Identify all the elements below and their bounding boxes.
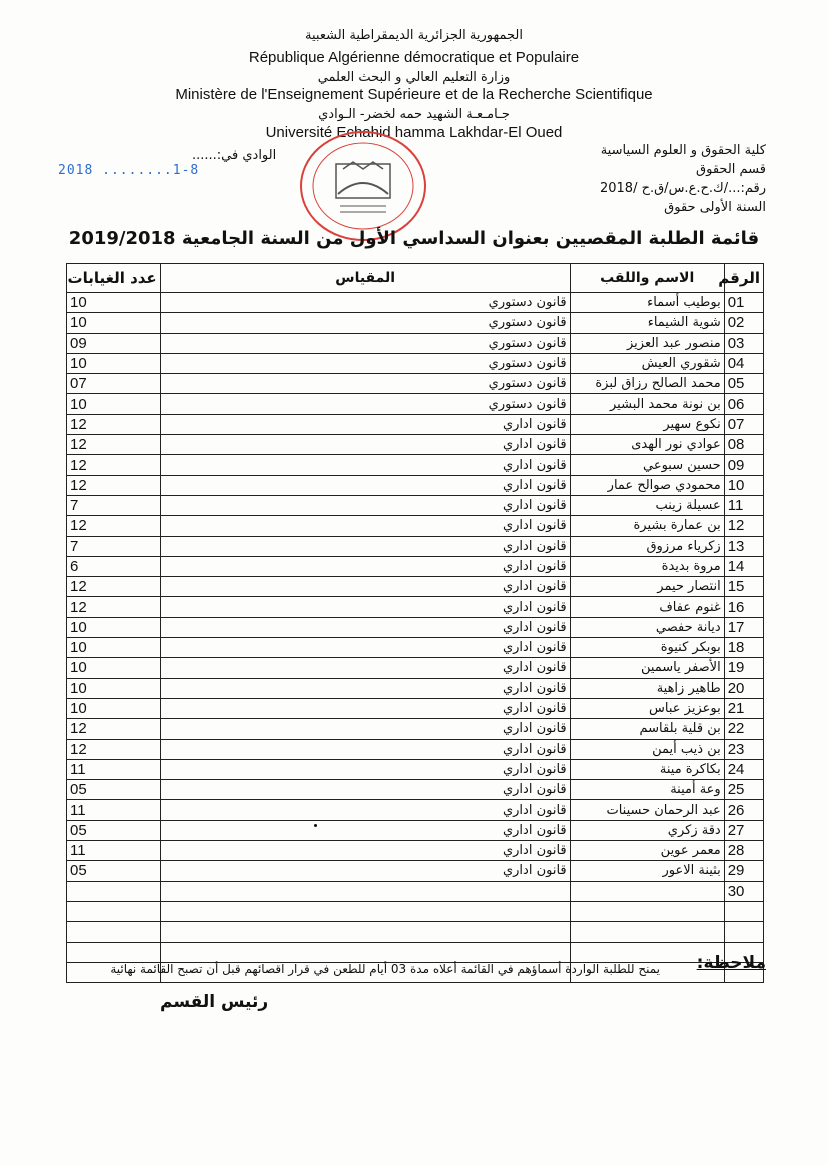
student-name: عوادي نور الهدى: [570, 435, 724, 455]
row-number: 02: [724, 313, 763, 333]
absence-count: 12: [67, 414, 161, 434]
header-republic-ar: الجمهورية الجزائرية الديمقراطية الشعبية: [305, 28, 523, 43]
row-number: 26: [724, 800, 763, 820]
table-row: [67, 353, 764, 373]
absence-count: 12: [67, 597, 161, 617]
row-number: 09: [724, 455, 763, 475]
department-name: قسم الحقوق: [696, 162, 766, 177]
table-row: [67, 739, 764, 759]
student-name: معمر عوين: [570, 841, 724, 861]
absence-count: 10: [67, 353, 161, 373]
module-name: قانون اداري: [160, 455, 570, 475]
absence-count: 12: [67, 435, 161, 455]
student-name: انتصار حيمر: [570, 577, 724, 597]
student-name: [570, 901, 724, 921]
table-row: [67, 901, 764, 921]
student-name: وعة أمينة: [570, 780, 724, 800]
table-row: [67, 820, 764, 840]
row-number: [724, 922, 763, 942]
header-name: الاسم واللقب: [570, 264, 724, 293]
student-name: نكوع سهير: [570, 414, 724, 434]
absence-count: 12: [67, 455, 161, 475]
module-name: قانون اداري: [160, 678, 570, 698]
absence-count: 10: [67, 293, 161, 313]
student-name: منصور عبد العزيز: [570, 333, 724, 353]
table-row: [67, 495, 764, 515]
row-number: 27: [724, 820, 763, 840]
module-name: قانون اداري: [160, 556, 570, 576]
module-name: قانون اداري: [160, 638, 570, 658]
header-number: الرقم: [724, 264, 763, 293]
module-name: قانون اداري: [160, 536, 570, 556]
module-name: قانون اداري: [160, 435, 570, 455]
module-name: قانون دستوري: [160, 374, 570, 394]
absence-count: 05: [67, 861, 161, 881]
row-number: 19: [724, 658, 763, 678]
absence-count: [67, 901, 161, 921]
row-number: 08: [724, 435, 763, 455]
absence-count: 10: [67, 678, 161, 698]
table-row: [67, 617, 764, 637]
student-name: الأصفر ياسمين: [570, 658, 724, 678]
table-row: [67, 678, 764, 698]
absence-count: 7: [67, 536, 161, 556]
module-name: قانون اداري: [160, 414, 570, 434]
absence-count: 7: [67, 495, 161, 515]
student-name: عبد الرحمان حسينات: [570, 800, 724, 820]
student-name: بوطيب أسماء: [570, 293, 724, 313]
absence-count: 12: [67, 577, 161, 597]
table-row: [67, 374, 764, 394]
absence-count: 10: [67, 698, 161, 718]
student-name: محمد الصالح رزاق لبزة: [570, 374, 724, 394]
absence-count: 12: [67, 475, 161, 495]
module-name: قانون اداري: [160, 719, 570, 739]
student-name: حسين سبوعي: [570, 455, 724, 475]
page-title: قائمة الطلبة المقصيين بعنوان السداسي الأول من السنة الجامعية 2019/2018: [68, 228, 760, 249]
student-name: بن نونة محمد البشير: [570, 394, 724, 414]
row-number: 14: [724, 556, 763, 576]
table-row: [67, 556, 764, 576]
excluded-students-table: [66, 263, 764, 983]
module-name: قانون اداري: [160, 577, 570, 597]
row-number: 15: [724, 577, 763, 597]
faculty-name: كلية الحقوق و العلوم السياسية: [600, 143, 766, 158]
student-name: ديانة حفصي: [570, 617, 724, 637]
table-row: [67, 333, 764, 353]
table-row: [67, 658, 764, 678]
department-head-signature: رئيس القسم: [160, 992, 269, 1012]
header-ministry-ar: وزارة التعليم العالي و البحث العلمي: [317, 70, 511, 85]
module-name: قانون دستوري: [160, 394, 570, 414]
absence-count: [67, 881, 161, 901]
row-number: 10: [724, 475, 763, 495]
row-number: 24: [724, 759, 763, 779]
row-number: 13: [724, 536, 763, 556]
table-row: [67, 313, 764, 333]
header-absences: عدد الغيابات: [67, 264, 161, 293]
absence-count: 09: [67, 333, 161, 353]
student-name: زكرياء مرزوق: [570, 536, 724, 556]
row-number: 22: [724, 719, 763, 739]
module-name: قانون اداري: [160, 861, 570, 881]
table-row: [67, 577, 764, 597]
absence-count: 12: [67, 516, 161, 536]
module-name: قانون اداري: [160, 658, 570, 678]
absence-count: 07: [67, 374, 161, 394]
table-row: [67, 293, 764, 313]
module-name: قانون اداري: [160, 698, 570, 718]
student-name: دقة زكري: [570, 820, 724, 840]
student-name: بن عمارة بشيرة: [570, 516, 724, 536]
row-number: 25: [724, 780, 763, 800]
student-name: بن قلية بلقاسم: [570, 719, 724, 739]
table-row: [67, 597, 764, 617]
module-name: قانون اداري: [160, 841, 570, 861]
module-name: قانون اداري: [160, 780, 570, 800]
module-name: قانون اداري: [160, 516, 570, 536]
table-row: [67, 698, 764, 718]
table-row: [67, 414, 764, 434]
row-number: [724, 901, 763, 921]
header-university-ar: جـامـعـة الشهيد حمه لخضر- الـوادي: [318, 107, 510, 122]
row-number: 05: [724, 374, 763, 394]
module-name: [160, 881, 570, 901]
table-row: [67, 881, 764, 901]
table-row: [67, 536, 764, 556]
absence-count: 10: [67, 313, 161, 333]
table-row: [67, 638, 764, 658]
row-number: 11: [724, 495, 763, 515]
header-module: المقياس: [160, 264, 570, 293]
absence-count: 10: [67, 638, 161, 658]
table-row: [67, 435, 764, 455]
student-name: بوعزيز عباس: [570, 698, 724, 718]
student-name: [570, 922, 724, 942]
student-name: بن ذيب أيمن: [570, 739, 724, 759]
module-name: قانون اداري: [160, 800, 570, 820]
row-number: 20: [724, 678, 763, 698]
module-name: [160, 901, 570, 921]
student-name: محمودي صوالح عمار: [570, 475, 724, 495]
student-name: بوبكر كنيوة: [570, 638, 724, 658]
module-name: قانون اداري: [160, 820, 570, 840]
date-stamp: 2018 ........1-8: [58, 163, 200, 178]
absence-count: 11: [67, 759, 161, 779]
student-name: شقوري العيش: [570, 353, 724, 373]
table-row: [67, 922, 764, 942]
absence-count: 05: [67, 780, 161, 800]
module-name: قانون اداري: [160, 597, 570, 617]
module-name: قانون اداري: [160, 495, 570, 515]
absence-count: [67, 922, 161, 942]
module-name: قانون دستوري: [160, 333, 570, 353]
module-name: قانون اداري: [160, 475, 570, 495]
absence-count: 11: [67, 841, 161, 861]
table-row: [67, 475, 764, 495]
row-number: 06: [724, 394, 763, 414]
year-level: السنة الأولى حقوق: [664, 200, 766, 215]
absence-count: 12: [67, 719, 161, 739]
note-label: ملاحظة:: [696, 953, 766, 973]
student-name: شوية الشيماء: [570, 313, 724, 333]
module-name: قانون دستوري: [160, 313, 570, 333]
student-name: طاهير زاهية: [570, 678, 724, 698]
student-name: بثينة الاعور: [570, 861, 724, 881]
student-name: غنوم عفاف: [570, 597, 724, 617]
module-name: قانون اداري: [160, 739, 570, 759]
place-date-label: الوادي في:......: [192, 148, 277, 163]
row-number: 17: [724, 617, 763, 637]
row-number: 07: [724, 414, 763, 434]
note-text: يمنح للطلبة الواردة أسماؤهم في القائمة أعلاه مدة 03 أيام للطعن في قرار اقصائهم قبل أن تصبح القائمة نهائية: [110, 962, 660, 976]
row-number: 18: [724, 638, 763, 658]
row-number: 16: [724, 597, 763, 617]
stray-dot: [314, 824, 317, 827]
absence-count: 11: [67, 800, 161, 820]
row-number: 01: [724, 293, 763, 313]
university-seal-icon: [288, 124, 438, 244]
module-name: قانون دستوري: [160, 353, 570, 373]
table-row: [67, 719, 764, 739]
table-row: [67, 841, 764, 861]
row-number: 04: [724, 353, 763, 373]
student-name: مروة بديدة: [570, 556, 724, 576]
absence-count: [67, 942, 161, 962]
module-name: قانون اداري: [160, 617, 570, 637]
table-row: [67, 861, 764, 881]
absence-count: 10: [67, 658, 161, 678]
table-row: [67, 516, 764, 536]
table-header-row: [67, 264, 764, 293]
row-number: 23: [724, 739, 763, 759]
student-name: [570, 881, 724, 901]
student-name: عسيلة زينب: [570, 495, 724, 515]
table-row: [67, 780, 764, 800]
table-row: [67, 800, 764, 820]
table-row: [67, 759, 764, 779]
row-number: 29: [724, 861, 763, 881]
module-name: [160, 922, 570, 942]
header-university-fr: Université Echahid hamma Lakhdar-El Oued: [265, 124, 563, 141]
absence-count: 6: [67, 556, 161, 576]
row-number: 28: [724, 841, 763, 861]
absence-count: 05: [67, 820, 161, 840]
absence-count: 12: [67, 739, 161, 759]
row-number: 12: [724, 516, 763, 536]
table-row: [67, 394, 764, 414]
absence-count: 10: [67, 394, 161, 414]
student-name: بكاكرة مينة: [570, 759, 724, 779]
table-row: [67, 942, 764, 962]
header-ministry-fr: Ministère de l'Enseignement Supérieure et de la Recherche Scientifique: [175, 86, 653, 103]
table-row: [67, 455, 764, 475]
module-name: قانون اداري: [160, 759, 570, 779]
absence-count: 10: [67, 617, 161, 637]
row-number: 21: [724, 698, 763, 718]
row-number: 03: [724, 333, 763, 353]
module-name: قانون دستوري: [160, 293, 570, 313]
module-name: [160, 942, 570, 962]
reference-number: رقم:.../ك.ح.ع.س/ق.ح /2018: [599, 181, 766, 196]
row-number: 30: [724, 881, 763, 901]
header-republic-fr: République Algérienne démocratique et Populaire: [248, 49, 580, 66]
